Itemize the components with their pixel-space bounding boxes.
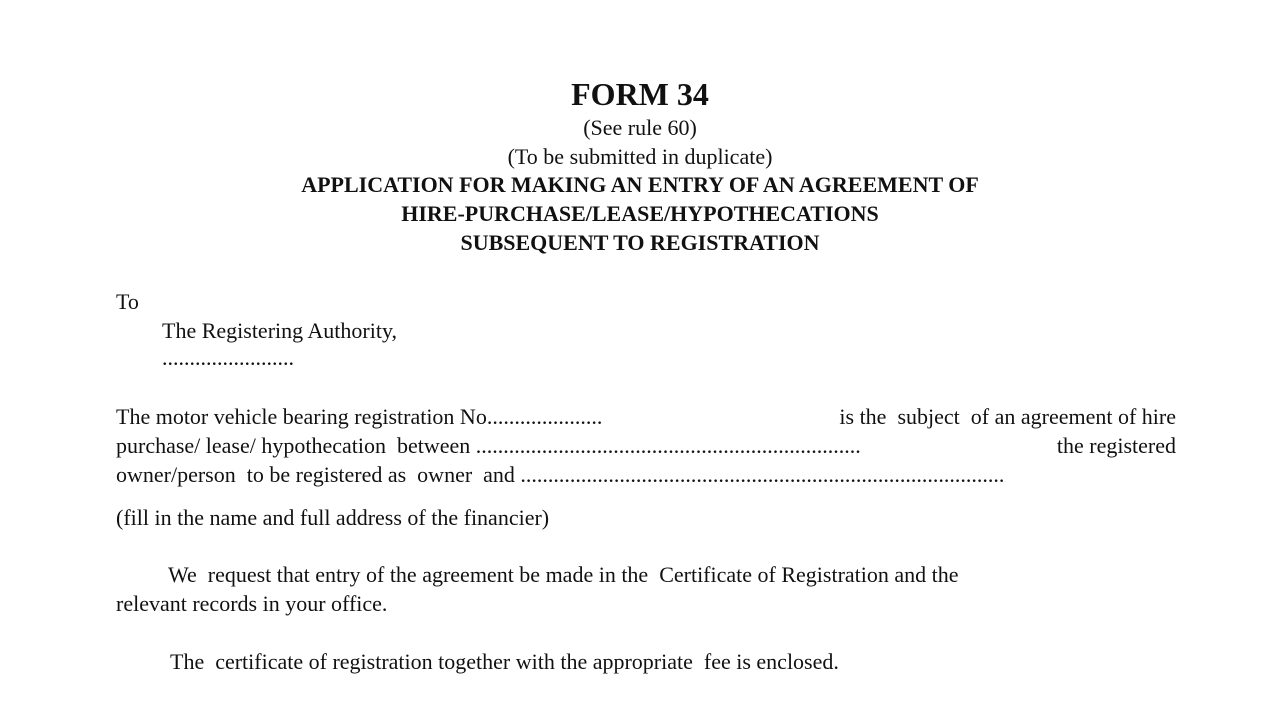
- form-title: FORM 34: [571, 76, 709, 112]
- heading-line-2: HIRE-PURCHASE/LEASE/HYPOTHECATIONS: [401, 201, 879, 226]
- agreement-line-2: [116, 432, 1176, 460]
- heading-line-1: APPLICATION FOR MAKING AN ENTRY OF AN AGREEMENT OF: [301, 172, 979, 197]
- agreement-text: the registered: [1056, 433, 1176, 458]
- enclosure-paragraph: The certificate of registration together with the appropriate fee is enclosed.: [170, 649, 839, 674]
- submission-note: (To be submitted in duplicate): [507, 144, 773, 169]
- owner-name-field[interactable]: purchase/ lease/ hypothecation between ......................................................................: [116, 433, 861, 458]
- request-line-2: relevant records in your office.: [116, 591, 388, 616]
- rule-reference: (See rule 60): [583, 115, 697, 140]
- request-text: We request that entry of the agreement be made in the Certificate of Registration and the: [168, 562, 959, 587]
- request-line-1: [168, 561, 1176, 589]
- financier-note: (fill in the name and full address of the financier): [116, 505, 550, 530]
- address-to: To: [116, 289, 139, 314]
- address-recipient: The Registering Authority,: [162, 318, 398, 343]
- financier-field[interactable]: owner/person to be registered as owner and ........................................................................................: [116, 462, 1005, 487]
- address-blank-field[interactable]: ........................: [162, 345, 294, 370]
- heading-line-3: SUBSEQUENT TO REGISTRATION: [460, 230, 820, 255]
- agreement-text: is the subject of an agreement of hire: [839, 404, 1176, 429]
- agreement-line-1: [116, 403, 1176, 431]
- registration-number-field[interactable]: The motor vehicle bearing registration No.....................: [116, 404, 603, 429]
